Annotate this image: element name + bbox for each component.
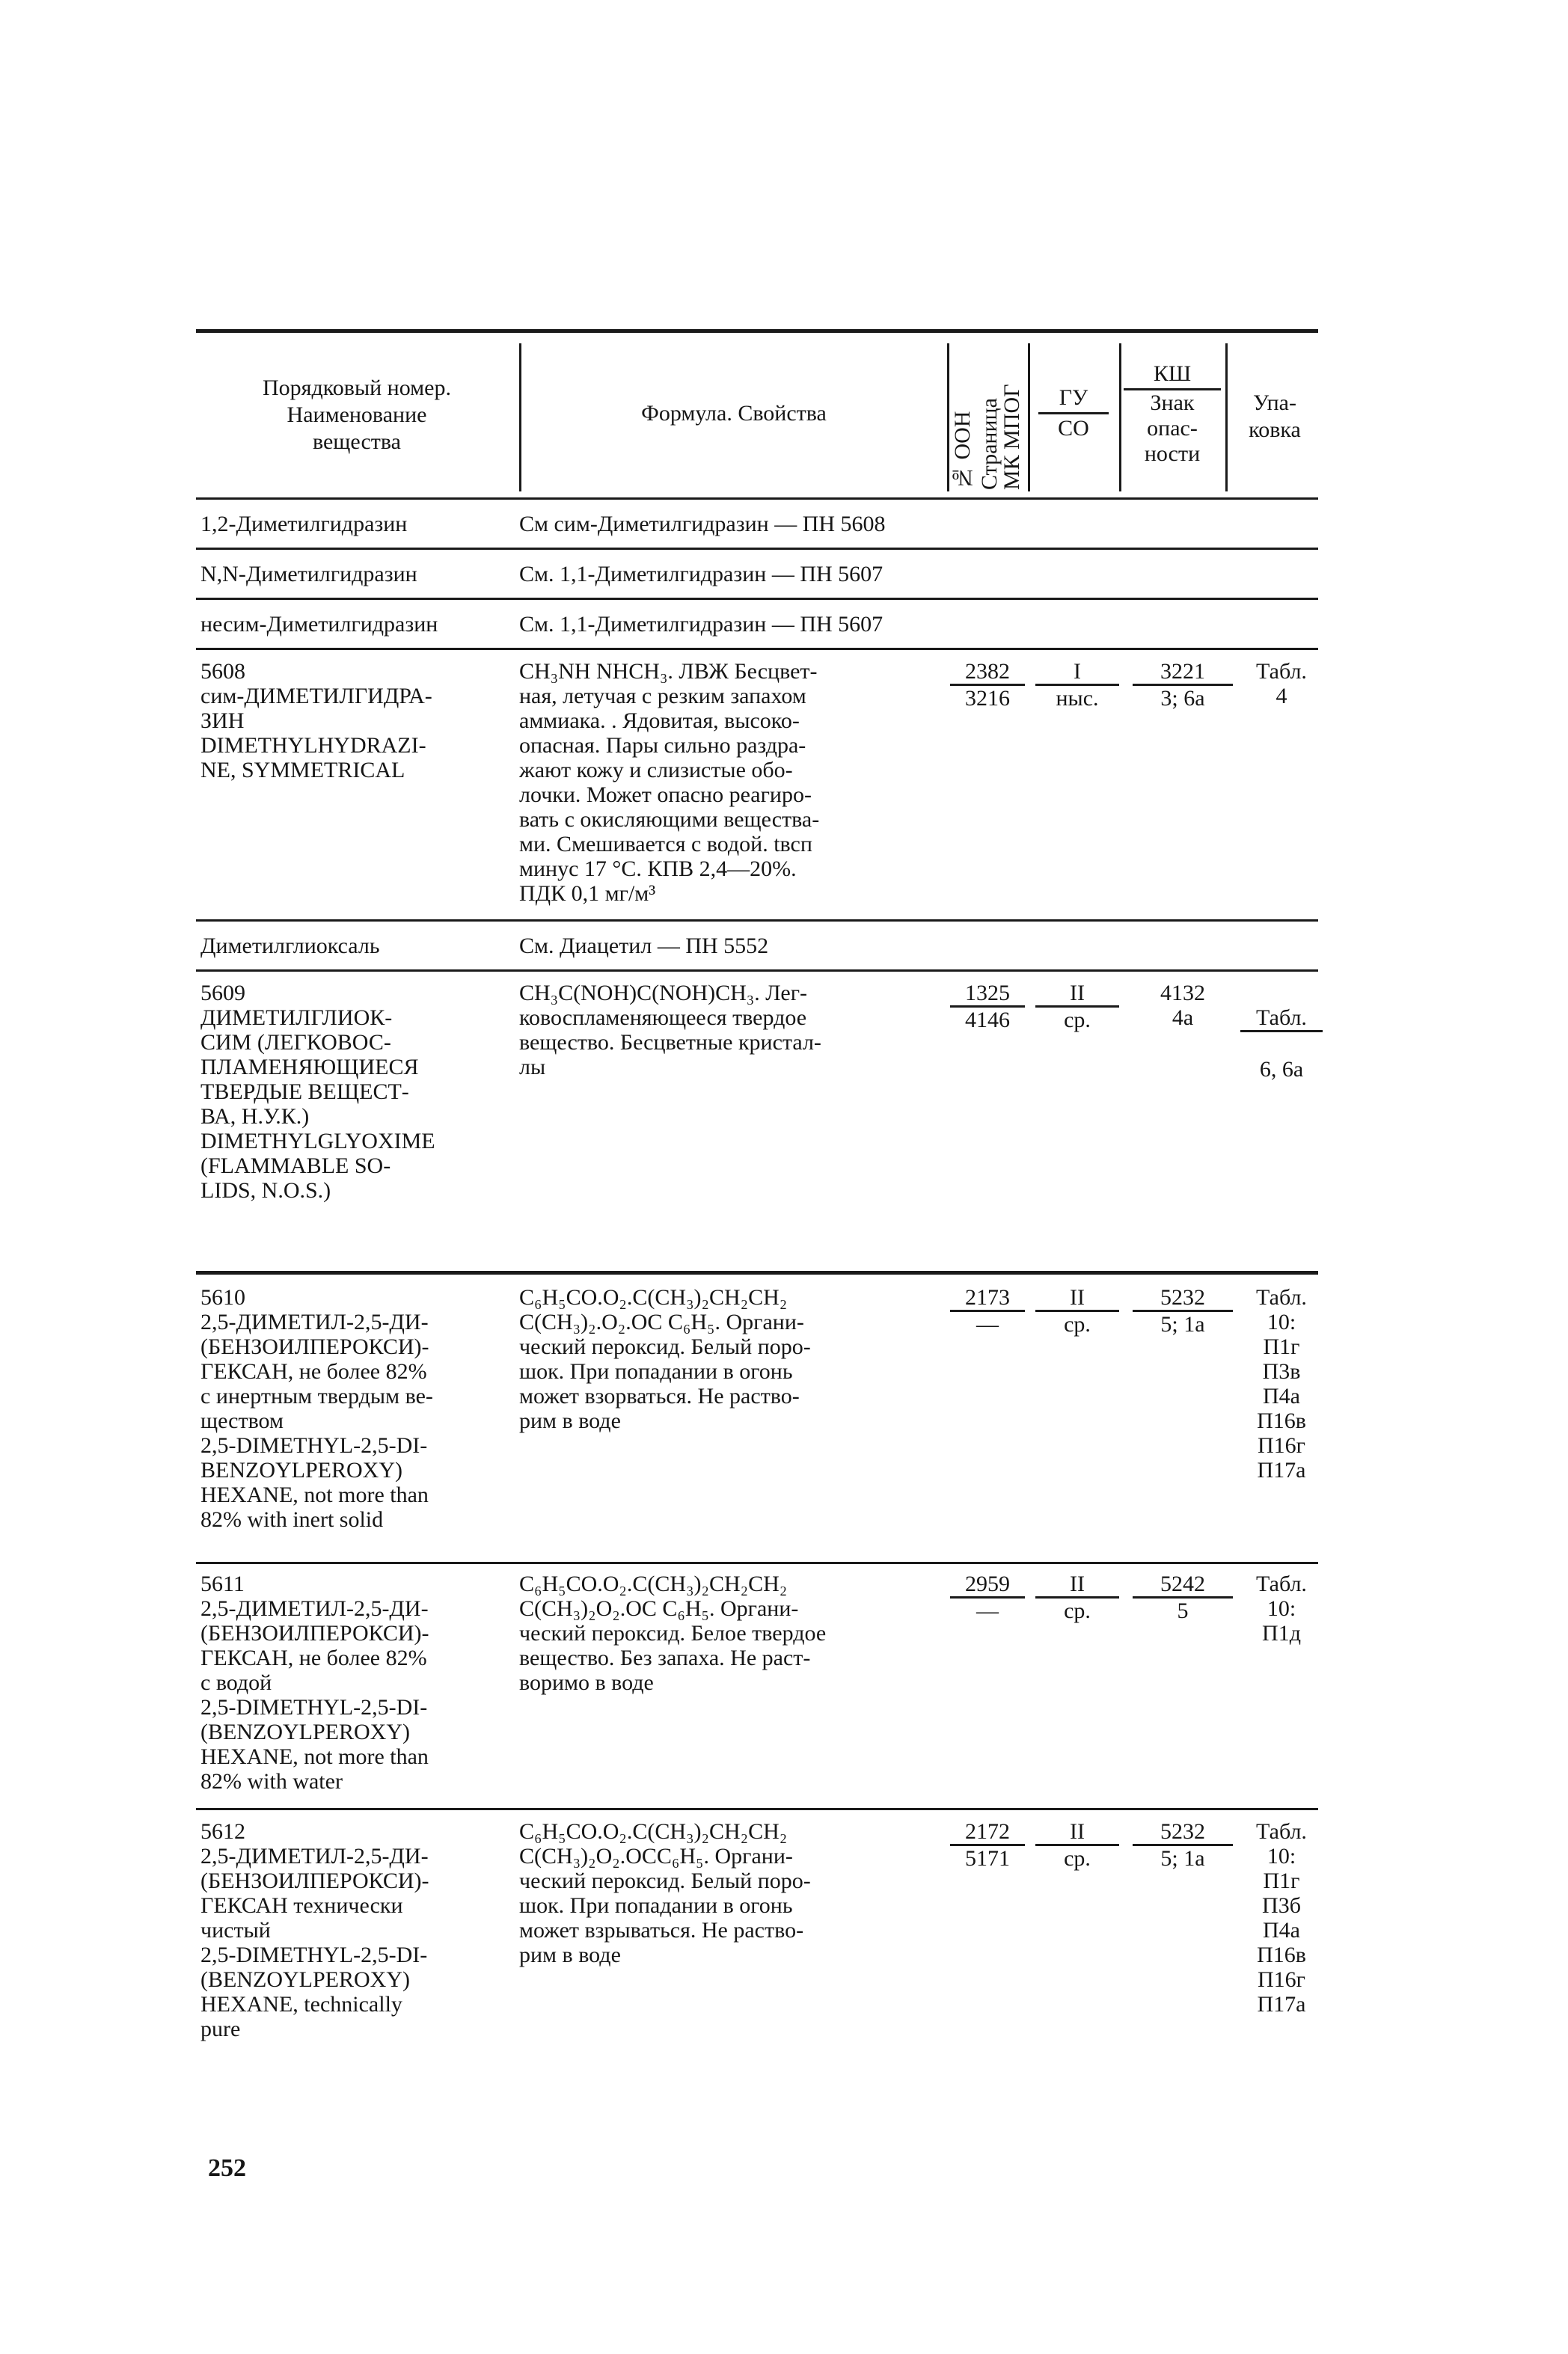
header-divider <box>1225 343 1228 491</box>
page-code: 4146 <box>965 1008 1010 1032</box>
sign-value: 5; 1а <box>1160 1846 1205 1871</box>
sign-value: 5; 1а <box>1160 1312 1205 1337</box>
hazard-group <box>1035 1572 1119 1623</box>
hazard-code <box>1133 659 1233 711</box>
hazard-code <box>1133 1572 1233 1623</box>
co-value: ср. <box>1064 1312 1091 1337</box>
packaging: Табл. 10: П1г П3в П4а П16в П16г П17а <box>1256 1285 1307 1483</box>
un-number <box>950 1819 1025 1871</box>
xref-target: См сим-Диметилгидразин — ПН 5608 <box>519 512 886 536</box>
xref-name: Диметилглиоксаль <box>200 934 380 958</box>
header-divider <box>947 343 949 491</box>
un-code: 2173 <box>950 1285 1025 1312</box>
sign-value: 3; 6а <box>1160 686 1205 711</box>
gu-value: I <box>1035 659 1119 686</box>
substance-name: 5611 2,5-ДИМЕТИЛ-2,5-ДИ- (БЕНЗОИЛПЕРОКСИ)- ГЕКСАН, не более 82% с водой 2,5-DIMETHYL-2,5-DI- (BENZOYLPEROXY) HEXANE, not more than 82% with water <box>200 1572 429 1794</box>
un-code: 2172 <box>950 1819 1025 1846</box>
entry-5612 <box>196 1810 1318 2065</box>
xref-target: См. 1,1-Диметилгидразин — ПН 5607 <box>519 562 883 586</box>
ksh-value: 5232 <box>1133 1285 1233 1312</box>
hazard-group <box>1035 1285 1119 1337</box>
gu-value: II <box>1035 981 1119 1008</box>
header-name-col: Порядковый номер. Наименование вещества <box>263 376 451 454</box>
xref-target: См. Диацетил — ПН 5552 <box>519 934 769 958</box>
co-value: ср. <box>1064 1008 1091 1032</box>
entry-5609 <box>196 972 1318 1271</box>
page-code: 5171 <box>965 1846 1010 1871</box>
pack-bottom: 6, 6а <box>1259 1057 1304 1082</box>
un-code: 2959 <box>950 1572 1025 1599</box>
entry-5611 <box>196 1564 1318 1808</box>
header-pack-col: Упа- ковка <box>1249 390 1301 442</box>
ksh-value: 4132 <box>1160 981 1205 1005</box>
page-code: — <box>976 1312 999 1337</box>
hazard-group <box>1035 1819 1119 1871</box>
packaging <box>1240 981 1323 1082</box>
un-code: 1325 <box>950 981 1025 1008</box>
page-code: — <box>976 1599 999 1623</box>
substance-name: 5608 сим-ДИМЕТИЛГИДРА- ЗИН DIMETHYLHYDRAZI- NE, SYMMETRICAL <box>200 659 432 782</box>
hazard-code <box>1133 981 1233 1030</box>
gu-value: II <box>1035 1285 1119 1312</box>
un-number <box>950 1285 1025 1337</box>
xref-row <box>196 922 1318 969</box>
entry-5610 <box>196 1275 1318 1562</box>
substance-formula: CH₃NH NHCH₃. ЛВЖ Бесцвет- ная, летучая с резким запахом аммиака. . Ядовитая, высоко- опасная. Пары сильно раздра- жают кожу и слизистые обо- лочки. Может опасно реагиро- вать с окисляющими вещества- ми. Смешивается с водой. tвсп минус 17 °С. КПВ 2,4—20%. ПДК 0,1 мг/м³ <box>519 659 820 906</box>
xref-row <box>196 600 1318 648</box>
page-code: 3216 <box>965 686 1010 711</box>
substance-formula: C₆H₅CO.O₂.C(CH₃)₂CH₂CH₂ C(CH₃)₂O₂.OC C₆H₅. Органи- ческий пероксид. Белое твердое вещество. Без запаха. Не раст- воримо в воде <box>519 1572 827 1695</box>
co-value: ныс. <box>1056 686 1099 711</box>
xref-name: N,N-Диметилгидразин <box>200 562 417 586</box>
substance-name: 5612 2,5-ДИМЕТИЛ-2,5-ДИ- (БЕНЗОИЛПЕРОКСИ)- ГЕКСАН технически чистый 2,5-DIMETHYL-2,5-DI- (BENZOYLPEROXY) HEXANE, technically pure <box>200 1819 429 2041</box>
substance-formula: C₆H₅CO.O₂.C(CH₃)₂CH₂CH₂ C(CH₃)₂.O₂.OC C₆H₅. Органи- ческий пероксид. Белый поро- шок. При попадании в огонь может взорваться. Не раство- рим в воде <box>519 1285 811 1433</box>
sign-value: 5 <box>1177 1599 1189 1623</box>
header-page-col-2: МК МПОГ <box>999 384 1024 490</box>
table-header <box>196 333 1318 497</box>
ksh-value: 3221 <box>1133 659 1233 686</box>
substance-formula: CH₃C(NOH)C(NOH)CH₃. Лег- ковоспламеняющееся твердое вещество. Бесцветные кристал- лы <box>519 981 821 1079</box>
entry-5608 <box>196 650 1318 919</box>
header-gu: ГУ <box>1038 384 1109 414</box>
xref-name: несим-Диметилгидразин <box>200 612 438 637</box>
co-value: ср. <box>1064 1846 1091 1871</box>
header-page-col-1: Страница <box>977 398 1002 490</box>
hazard-code <box>1133 1819 1233 1871</box>
hazard-group <box>1035 659 1119 711</box>
sign-value: 4а <box>1172 1005 1194 1030</box>
header-gu-co <box>1038 384 1109 443</box>
packaging: Табл. 4 <box>1256 659 1307 708</box>
packaging: Табл. 10: П1г П3б П4а П16в П16г П17а <box>1256 1819 1307 2017</box>
ksh-value: 5242 <box>1133 1572 1233 1599</box>
co-value: ср. <box>1064 1599 1091 1623</box>
un-number <box>950 981 1025 1032</box>
ksh-value: 5232 <box>1133 1819 1233 1846</box>
header-formula-col: Формула. Свойства <box>641 401 827 426</box>
un-number <box>950 1572 1025 1623</box>
header-co: СО <box>1058 416 1089 441</box>
substance-name: 5610 2,5-ДИМЕТИЛ-2,5-ДИ- (БЕНЗОИЛПЕРОКСИ)- ГЕКСАН, не более 82% с инертным твердым ве- ществом 2,5-DIMETHYL-2,5-DI- BENZOYLPEROXY) HEXANE, not more than 82% with inert solid <box>200 1285 433 1532</box>
xref-row <box>196 550 1318 598</box>
packaging: Табл. 10: П1д <box>1256 1572 1307 1646</box>
xref-name: 1,2-Диметилгидразин <box>200 512 408 536</box>
header-ksh-bottom: Знак опас- ности <box>1144 390 1201 466</box>
page-number: 252 <box>208 2154 246 2182</box>
hazard-code <box>1133 1285 1233 1337</box>
table-page <box>196 329 1318 2065</box>
header-divider <box>1028 343 1030 491</box>
gu-value: II <box>1035 1572 1119 1599</box>
header-ksh <box>1124 360 1221 467</box>
header-divider <box>1119 343 1121 491</box>
xref-row <box>196 500 1318 548</box>
header-un-col: № ООН <box>950 411 975 490</box>
gu-value: II <box>1035 1819 1119 1846</box>
un-number <box>950 659 1025 711</box>
hazard-group <box>1035 981 1119 1032</box>
un-code: 2382 <box>950 659 1025 686</box>
xref-target: См. 1,1-Диметилгидразин — ПН 5607 <box>519 612 883 637</box>
substance-formula: C₆H₅CO.O₂.C(CH₃)₂CH₂CH₂ C(CH₃)₂O₂.OCC₆H₅. Органи- ческий пероксид. Белый поро- шок. При попадании в огонь может взрываться. Не раство- рим в воде <box>519 1819 811 1967</box>
substance-name: 5609 ДИМЕТИЛГЛИОК- СИМ (ЛЕГКОВОС- ПЛАМЕНЯЮЩИЕСЯ ТВЕРДЫЕ ВЕЩЕСТ- ВА, Н.У.К.) DIMETHYLGLYOXIME (FLAMMABLE SO- LIDS, N.O.S.) <box>200 981 435 1203</box>
header-ksh-top: КШ <box>1124 360 1221 390</box>
pack-top: Табл. <box>1240 1005 1323 1032</box>
